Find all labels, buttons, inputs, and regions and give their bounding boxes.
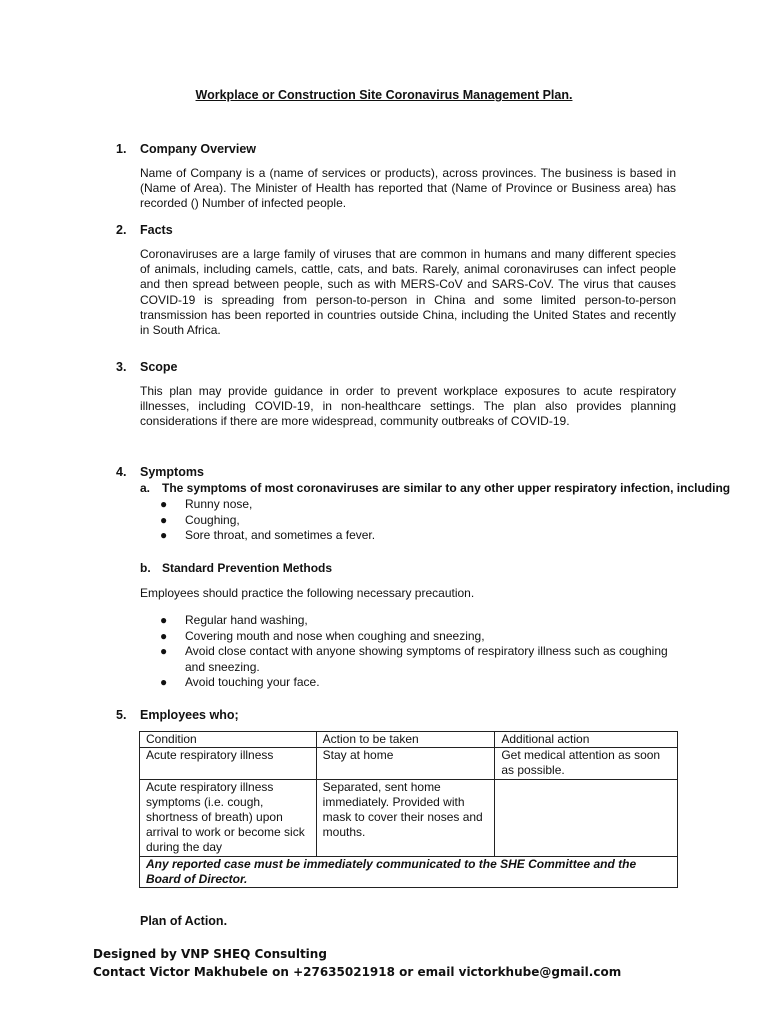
table-header-cell: Additional action <box>495 732 678 748</box>
bullet-icon: ● <box>160 613 168 627</box>
section-number: 4. <box>116 465 127 479</box>
section-label: Facts <box>140 223 173 237</box>
scope-text: This plan may provide guidance in order to prevent workplace exposures to acute respiratory illnesses, including COVID-19, in non-healthcare settings. The plan also provides planning considerations if there are more widespread, community outbreaks of COVID-19. <box>140 384 676 429</box>
bullet-icon: ● <box>160 644 168 658</box>
table-row <box>140 779 678 856</box>
table-note-row <box>140 856 678 887</box>
table-header-cell: Condition <box>140 732 317 748</box>
table-cell: Get medical attention as soon as possible. <box>495 748 678 779</box>
list-item: ● Coughing, <box>160 512 240 527</box>
bullet-icon: ● <box>160 628 168 643</box>
list-item: ● Sore throat, and sometimes a fever. <box>160 528 376 542</box>
table-cell: Separated, sent home immediately. Provided with mask to cover their noses and mouths. <box>316 779 495 856</box>
table-cell: Acute respiratory illness symptoms (i.e. cough, shortness of breath) upon arrival to work or become sick during the day <box>140 779 317 856</box>
symptoms-list <box>160 497 676 544</box>
section-number: 5. <box>116 708 127 722</box>
section-label: Scope <box>140 360 178 374</box>
employees-table <box>139 731 678 888</box>
facts-text: Coronaviruses are a large family of viruses that are common in humans and many different species of animals, including camels, cattle, cats, and bats. Rarely, animal coronaviruses can infect people and then spread between people, such as with MERS-CoV and SARS-CoV. The virus that causes COVID-19 is spreading from person-to-person in China and some limited person-to-person transmission has been reported in countries outside China, including the United States and recently in South Africa. <box>140 247 676 338</box>
table-row <box>140 748 678 779</box>
bullet-icon: ● <box>160 528 168 542</box>
company-overview-text: Name of Company is a (name of services or products), across provinces. The business is based in (Name of Area). The Minister of Health has reported that (Name of Province or Business area) has recorded () Number of infected people. <box>140 166 676 211</box>
table-cell: Stay at home <box>316 748 495 779</box>
list-item: ● Regular hand washing, <box>160 613 308 627</box>
sub-letter: a. <box>140 481 151 495</box>
document-title: Workplace or Construction Site Coronavirus Management Plan. <box>195 88 573 102</box>
table-note: Any reported case must be immediately communicated to the SHE Committee and the Board of Director. <box>140 856 678 887</box>
bullet-icon: ● <box>160 497 168 511</box>
section-number: 2. <box>116 223 127 237</box>
section-label: Employees who; <box>140 708 239 722</box>
table-header-row <box>140 732 678 748</box>
table-cell: Acute respiratory illness <box>140 748 317 779</box>
sub-letter: b. <box>140 561 151 575</box>
section-number: 1. <box>116 142 127 156</box>
section-label: Company Overview <box>140 142 257 156</box>
list-item: ● Runny nose, <box>160 497 253 511</box>
sub-label: The symptoms of most coronaviruses are similar to any other upper respiratory infection, including <box>162 481 731 495</box>
section-label: Plan of Action. <box>140 914 228 928</box>
list-item: ● Avoid close contact with anyone showing symptoms of respiratory illness such as coughing and sneezing. <box>160 644 668 674</box>
prevention-list <box>160 613 676 691</box>
sub-label: Standard Prevention Methods <box>162 561 333 575</box>
prevention-intro: Employees should practice the following necessary precaution. <box>140 586 475 600</box>
footer-contact: Contact Victor Makhubele on +27635021918 or email victorkhube@gmail.com <box>93 965 622 979</box>
symptoms-subheading-a <box>140 481 730 495</box>
section-label: Symptoms <box>140 465 204 479</box>
list-item: ● Covering mouth and nose when coughing and sneezing, <box>160 628 485 643</box>
prevention-subheading-b <box>140 561 332 575</box>
list-item: ● Avoid touching your face. <box>160 675 320 689</box>
section-number: 3. <box>116 360 127 374</box>
footer-designer: Designed by VNP SHEQ Consulting <box>93 947 327 961</box>
table-header-cell: Action to be taken <box>316 732 495 748</box>
bullet-icon: ● <box>160 675 168 689</box>
bullet-icon: ● <box>160 512 168 527</box>
table-cell <box>495 779 678 856</box>
